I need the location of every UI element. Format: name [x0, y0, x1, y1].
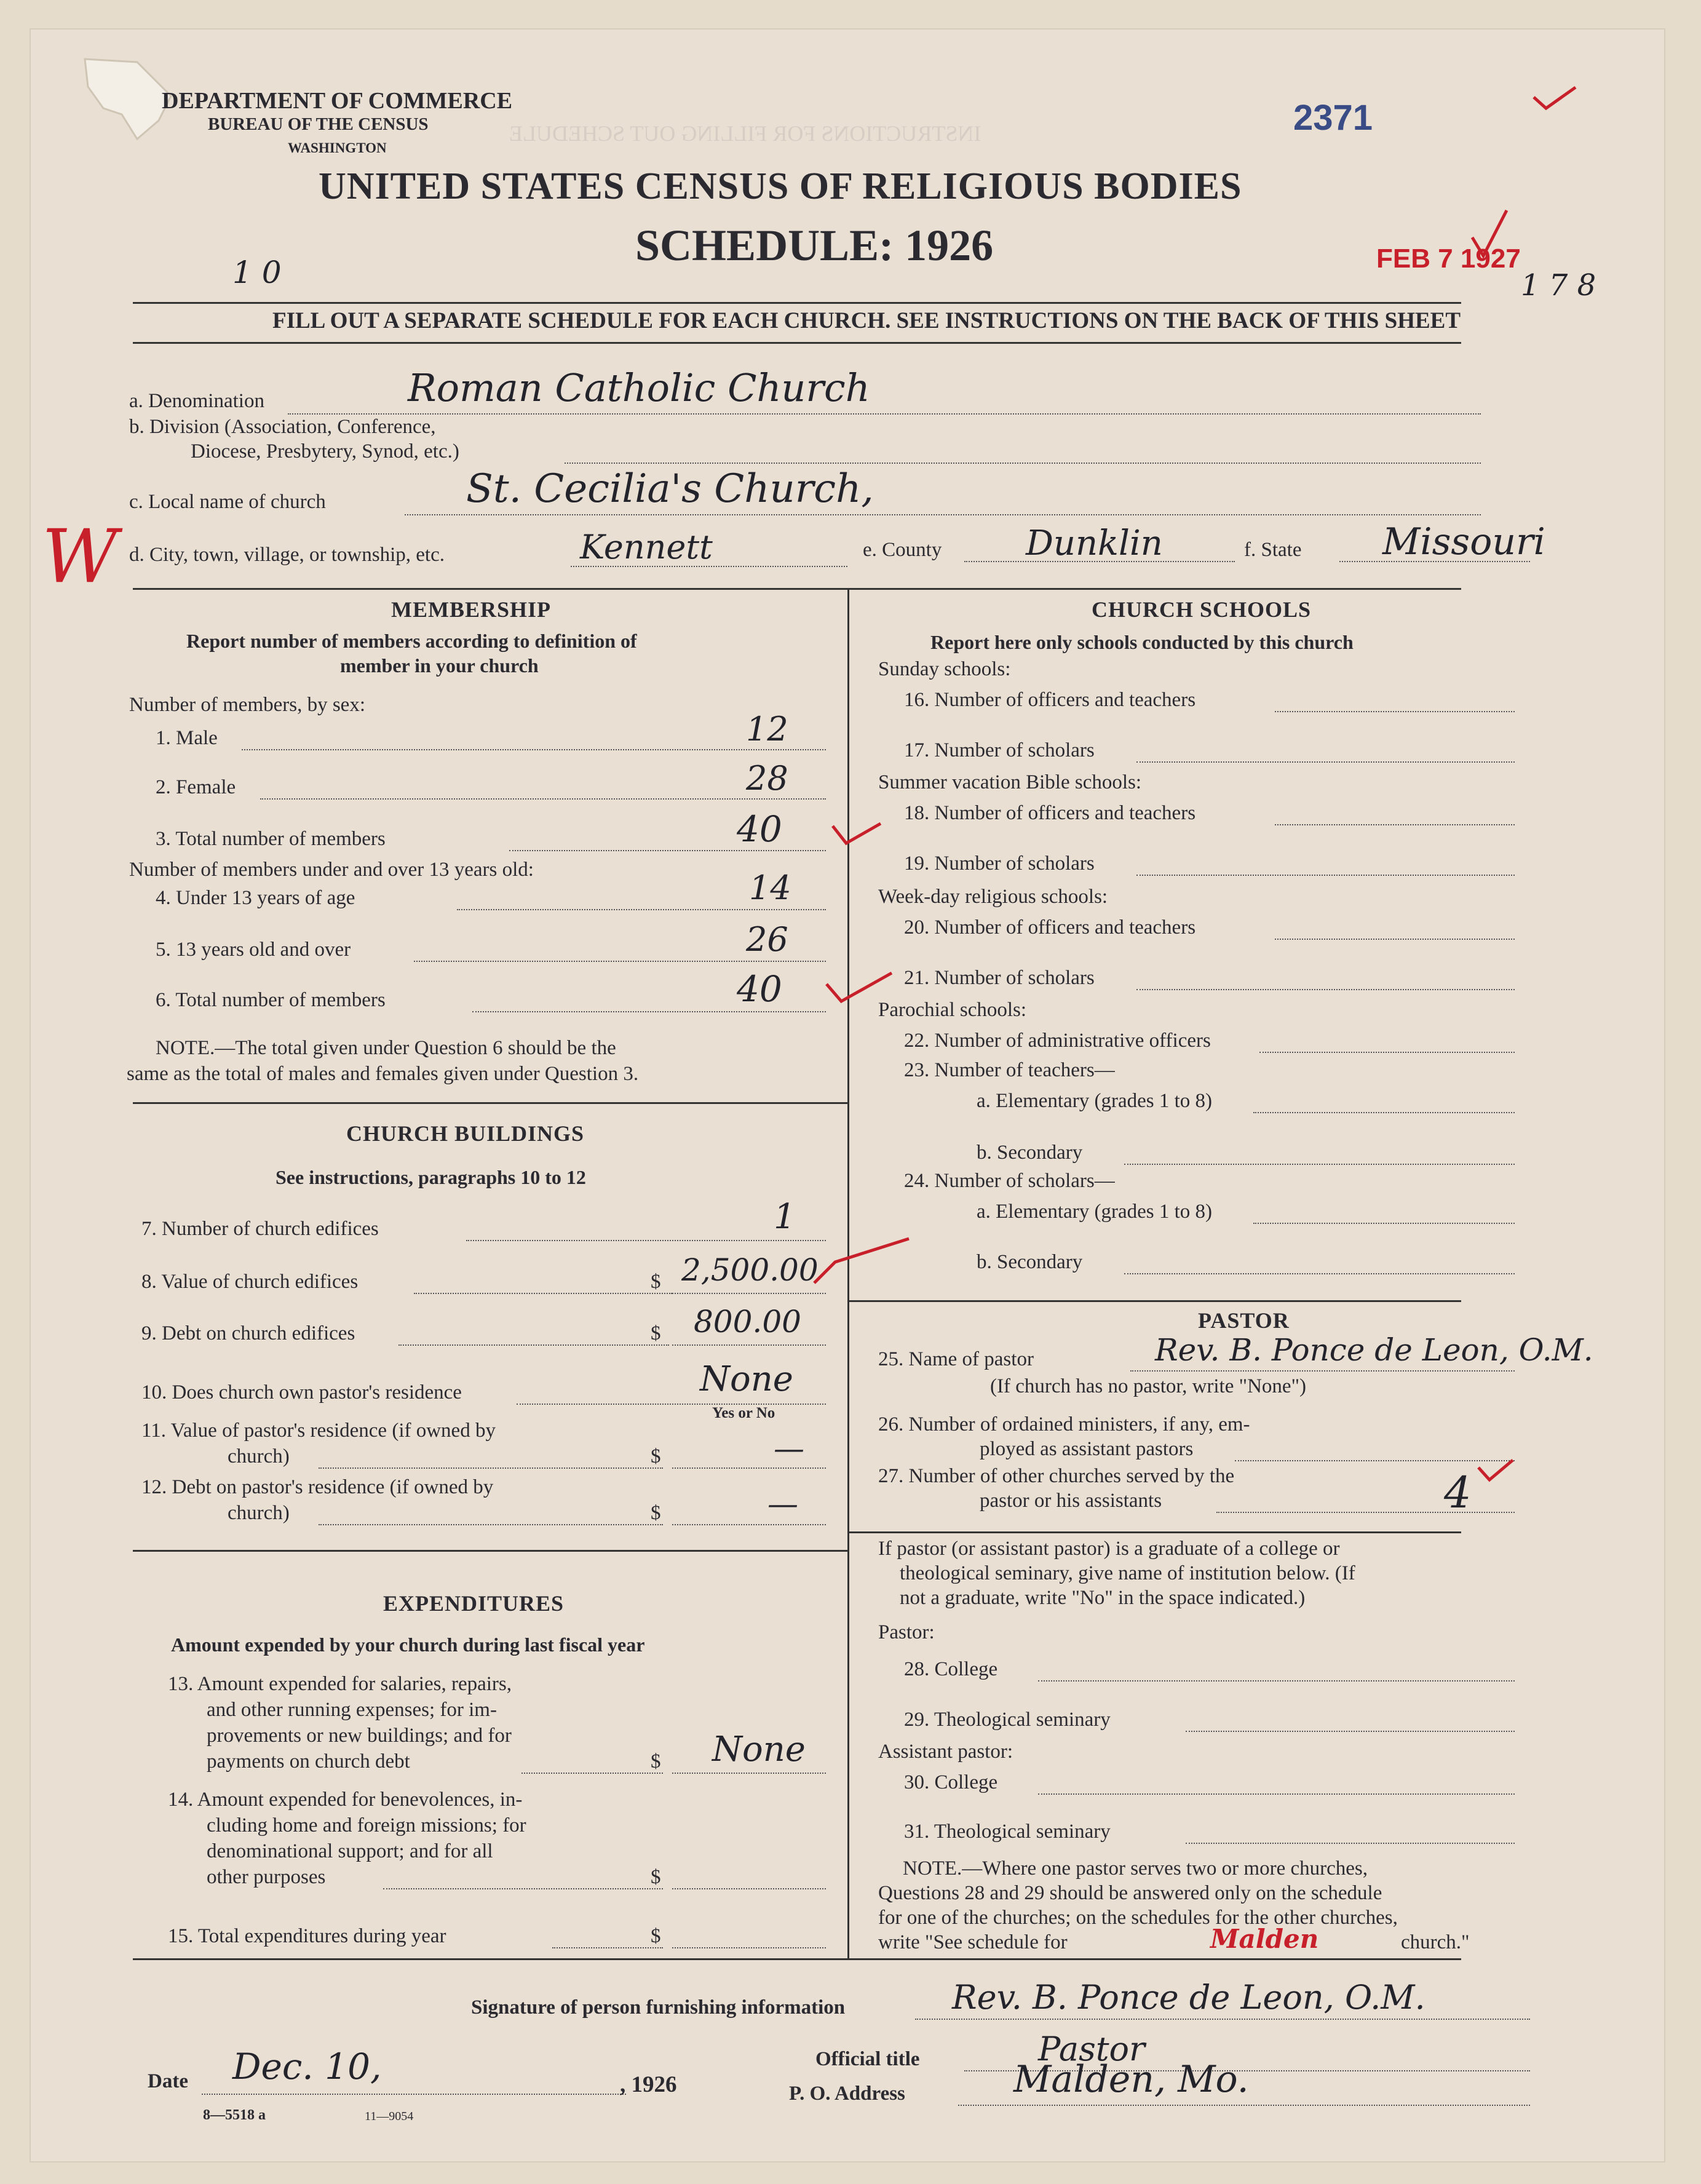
denomination-label: a. Denomination [129, 390, 264, 412]
local-name-value: St. Cecilia's Church, [466, 466, 874, 512]
margin-mark: W [42, 514, 118, 600]
instruction-banner: FILL OUT A SEPARATE SCHEDULE FOR EACH CHURCH. SEE INSTRUCTIONS ON THE BACK OF THIS SHEET [272, 308, 1461, 333]
date-label: Date [148, 2070, 188, 2092]
membership-intro: Report number of members according to definition of [186, 630, 637, 652]
by-sex-label: Number of members, by sex: [129, 694, 365, 716]
graduate-instructions-2: theological seminary, give name of institution below. (If [900, 1562, 1355, 1584]
parochial-schools-label: Parochial schools: [878, 999, 1027, 1021]
q7-label: 7. Number of church edifices [141, 1218, 379, 1240]
pastor-heading: PASTOR [1198, 1308, 1290, 1333]
q11-label: 11. Value of pastor's residence (if owned by [141, 1420, 496, 1442]
dollar-sign: $ [651, 1271, 661, 1293]
date-value: Dec. 10, [232, 2046, 382, 2087]
pastor-note: NOTE.—Where one pastor serves two or more churches, [903, 1857, 1368, 1880]
rule [133, 1550, 847, 1552]
pastor-note-2: Questions 28 and 29 should be answered only on the schedule [878, 1882, 1382, 1904]
form-number: 8—5518 a [203, 2107, 266, 2123]
q18-label: 18. Number of officers and teachers [904, 802, 1196, 824]
division-label-2: Diocese, Presbytery, Synod, etc.) [191, 440, 459, 463]
q12-value: — [767, 1486, 798, 1522]
q12-label: 12. Debt on pastor's residence (if owned by [141, 1476, 494, 1498]
q1-label: 1. Male [156, 727, 218, 749]
city-label: d. City, town, village, or township, etc. [129, 544, 445, 566]
see-schedule-value: Malden [1210, 1924, 1319, 1954]
q25-hint: (If church has no pastor, write "None") [990, 1375, 1307, 1397]
q4-value: 14 [749, 868, 791, 907]
signature-label: Signature of person furnishing information [471, 1996, 846, 2019]
q27-label: 27. Number of other churches served by the [878, 1465, 1235, 1487]
q12-label-2: church) [228, 1502, 290, 1524]
po-address-label: P. O. Address [789, 2083, 905, 2105]
graduate-instructions: If pastor (or assistant pastor) is a graduate of a college or [878, 1538, 1340, 1560]
received-date-stamp: FEB 7 1927 [1376, 244, 1521, 274]
dollar-sign: $ [651, 1866, 661, 1888]
check-mark-icon [811, 1234, 915, 1289]
hand-number-left: 1 0 [232, 255, 282, 290]
membership-note: NOTE.—The total given under Question 6 should be the [156, 1037, 616, 1059]
q27-label-2: pastor or his assistants [980, 1490, 1162, 1512]
signature-value: Rev. B. Ponce de Leon, O.M. [952, 1978, 1425, 2017]
pastor-note-4: write "See schedule for [878, 1931, 1068, 1953]
q26-label: 26. Number of ordained ministers, if any, em- [878, 1413, 1250, 1435]
membership-heading: MEMBERSHIP [391, 597, 552, 622]
q13-line: and other running expenses; for im- [207, 1699, 497, 1721]
q20-label: 20. Number of officers and teachers [904, 916, 1196, 939]
membership-intro-2: member in your church [340, 654, 539, 677]
q14-line: cluding home and foreign missions; for [207, 1814, 526, 1837]
assistant-pastor-subhead: Assistant pastor: [878, 1741, 1013, 1763]
weekday-schools-label: Week-day religious schools: [878, 886, 1108, 908]
q4-label: 4. Under 13 years of age [156, 887, 355, 909]
q25-value: Rev. B. Ponce de Leon, O.M. [1155, 1332, 1593, 1368]
check-mark-icon [1530, 84, 1579, 114]
pastor-note-4-end: church." [1401, 1931, 1470, 1953]
by-age-label: Number of members under and over 13 years old: [129, 859, 534, 881]
q19-label: 19. Number of scholars [904, 852, 1095, 875]
q21-label: 21. Number of scholars [904, 967, 1095, 989]
q22-label: 22. Number of administrative officers [904, 1030, 1211, 1052]
q10-label: 10. Does church own pastor's residence [141, 1381, 462, 1404]
rule [133, 1102, 847, 1104]
q24a-label: a. Elementary (grades 1 to 8) [977, 1201, 1213, 1223]
q16-label: 16. Number of officers and teachers [904, 689, 1196, 711]
county-label: e. County [863, 539, 942, 561]
department-line: DEPARTMENT OF COMMERCE [162, 88, 513, 114]
q15-label: 15. Total expenditures during year [168, 1925, 446, 1947]
bleed-through-text: INSTRUCTIONS FOR FILLING OUT SCHEDULE [509, 121, 981, 146]
q29-label: 29. Theological seminary [904, 1709, 1111, 1731]
q5-label: 5. 13 years old and over [156, 939, 351, 961]
yes-no-hint: Yes or No [712, 1405, 775, 1421]
local-name-label: c. Local name of church [129, 491, 326, 513]
q13-line: payments on church debt [207, 1750, 410, 1773]
q14-line: denominational support; and for all [207, 1840, 493, 1862]
pastor-note-3: for one of the churches; on the schedules for the other churches, [878, 1907, 1398, 1929]
q11-value: — [774, 1431, 804, 1466]
q6-value: 40 [737, 968, 782, 1010]
q23-label: 23. Number of teachers— [904, 1059, 1115, 1081]
q7-value: 1 [774, 1197, 796, 1237]
q10-value: None [700, 1359, 793, 1399]
schedule-title: SCHEDULE: 1926 [635, 221, 994, 270]
rule [133, 588, 1461, 590]
q23b-label: b. Secondary [977, 1142, 1083, 1164]
schools-heading: CHURCH SCHOOLS [1092, 597, 1312, 622]
city-line: WASHINGTON [288, 140, 387, 156]
check-mark-icon [1469, 207, 1512, 262]
dollar-sign: $ [651, 1750, 661, 1773]
bureau-line: BUREAU OF THE CENSUS [208, 114, 429, 134]
official-title-value: Pastor [1038, 2030, 1145, 2068]
membership-note-2: same as the total of males and females given under Question 3. [127, 1063, 639, 1085]
q17-label: 17. Number of scholars [904, 739, 1095, 761]
q8-value: 2,500.00 [681, 1252, 819, 1288]
q2-value: 28 [746, 759, 788, 798]
census-schedule-sheet [30, 28, 1665, 2162]
check-mark-icon [829, 819, 884, 852]
rule [133, 302, 1461, 304]
buildings-heading: CHURCH BUILDINGS [346, 1121, 585, 1146]
county-value: Dunklin [1026, 523, 1163, 563]
dollar-sign: $ [651, 1502, 661, 1524]
state-label: f. State [1244, 539, 1302, 561]
hand-number-right: 1 7 8 [1521, 268, 1596, 303]
q3-value: 40 [737, 808, 782, 850]
q31-label: 31. Theological seminary [904, 1821, 1111, 1843]
q5-value: 26 [746, 920, 788, 959]
form-title: UNITED STATES CENSUS OF RELIGIOUS BODIES [319, 165, 1242, 207]
q1-value: 12 [746, 710, 788, 749]
rule [133, 1958, 1461, 1960]
q14-line: other purposes [207, 1866, 326, 1888]
q13-line: 13. Amount expended for salaries, repairs, [168, 1673, 512, 1695]
dollar-sign: $ [651, 1322, 661, 1344]
date-year: , 1926 [620, 2072, 677, 2097]
q14-line: 14. Amount expended for benevolences, in- [168, 1789, 523, 1811]
q23a-label: a. Elementary (grades 1 to 8) [977, 1090, 1213, 1112]
sunday-schools-label: Sunday schools: [878, 658, 1011, 680]
q30-label: 30. College [904, 1771, 998, 1793]
official-title-label: Official title [815, 2048, 920, 2070]
q2-label: 2. Female [156, 776, 236, 798]
q6-label: 6. Total number of members [156, 989, 386, 1011]
state-value: Missouri [1382, 520, 1545, 563]
q24b-label: b. Secondary [977, 1251, 1083, 1273]
po-address-value: Malden, Mo. [1013, 2058, 1249, 2101]
vacation-schools-label: Summer vacation Bible schools: [878, 771, 1142, 793]
q3-label: 3. Total number of members [156, 828, 386, 850]
rule [847, 1531, 1461, 1533]
q27-value: 4 [1444, 1467, 1472, 1518]
dollar-sign: $ [651, 1925, 661, 1947]
q13-value: None [712, 1729, 806, 1769]
q24-label: 24. Number of scholars— [904, 1170, 1115, 1192]
graduate-instructions-3: not a graduate, write "No" in the space indicated.) [900, 1587, 1306, 1609]
q28-label: 28. College [904, 1658, 998, 1680]
expenditures-subtitle: Amount expended by your church during last fiscal year [171, 1634, 645, 1656]
q26-label-2: ployed as assistant pastors [980, 1438, 1194, 1460]
q11-label-2: church) [228, 1445, 290, 1467]
buildings-subtitle: See instructions, paragraphs 10 to 12 [276, 1166, 586, 1188]
q25-label: 25. Name of pastor [878, 1348, 1034, 1370]
print-number: 11—9054 [365, 2110, 414, 2123]
expenditures-heading: EXPENDITURES [383, 1591, 565, 1616]
q13-line: provements or new buildings; and for [207, 1725, 512, 1747]
q9-label: 9. Debt on church edifices [141, 1322, 355, 1344]
stamp-number: 2371 [1293, 98, 1373, 138]
rule [133, 342, 1461, 344]
q9-value: 800.00 [694, 1304, 801, 1340]
city-value: Kennett [580, 528, 713, 566]
check-mark-icon [1475, 1455, 1518, 1486]
dollar-sign: $ [651, 1445, 661, 1467]
division-label: b. Division (Association, Conference, [129, 416, 436, 438]
rule [847, 1300, 1461, 1302]
schools-subtitle: Report here only schools conducted by this church [930, 631, 1354, 653]
q8-label: 8. Value of church edifices [141, 1271, 359, 1293]
denomination-value: Roman Catholic Church [408, 365, 870, 410]
pastor-subhead: Pastor: [878, 1621, 935, 1643]
